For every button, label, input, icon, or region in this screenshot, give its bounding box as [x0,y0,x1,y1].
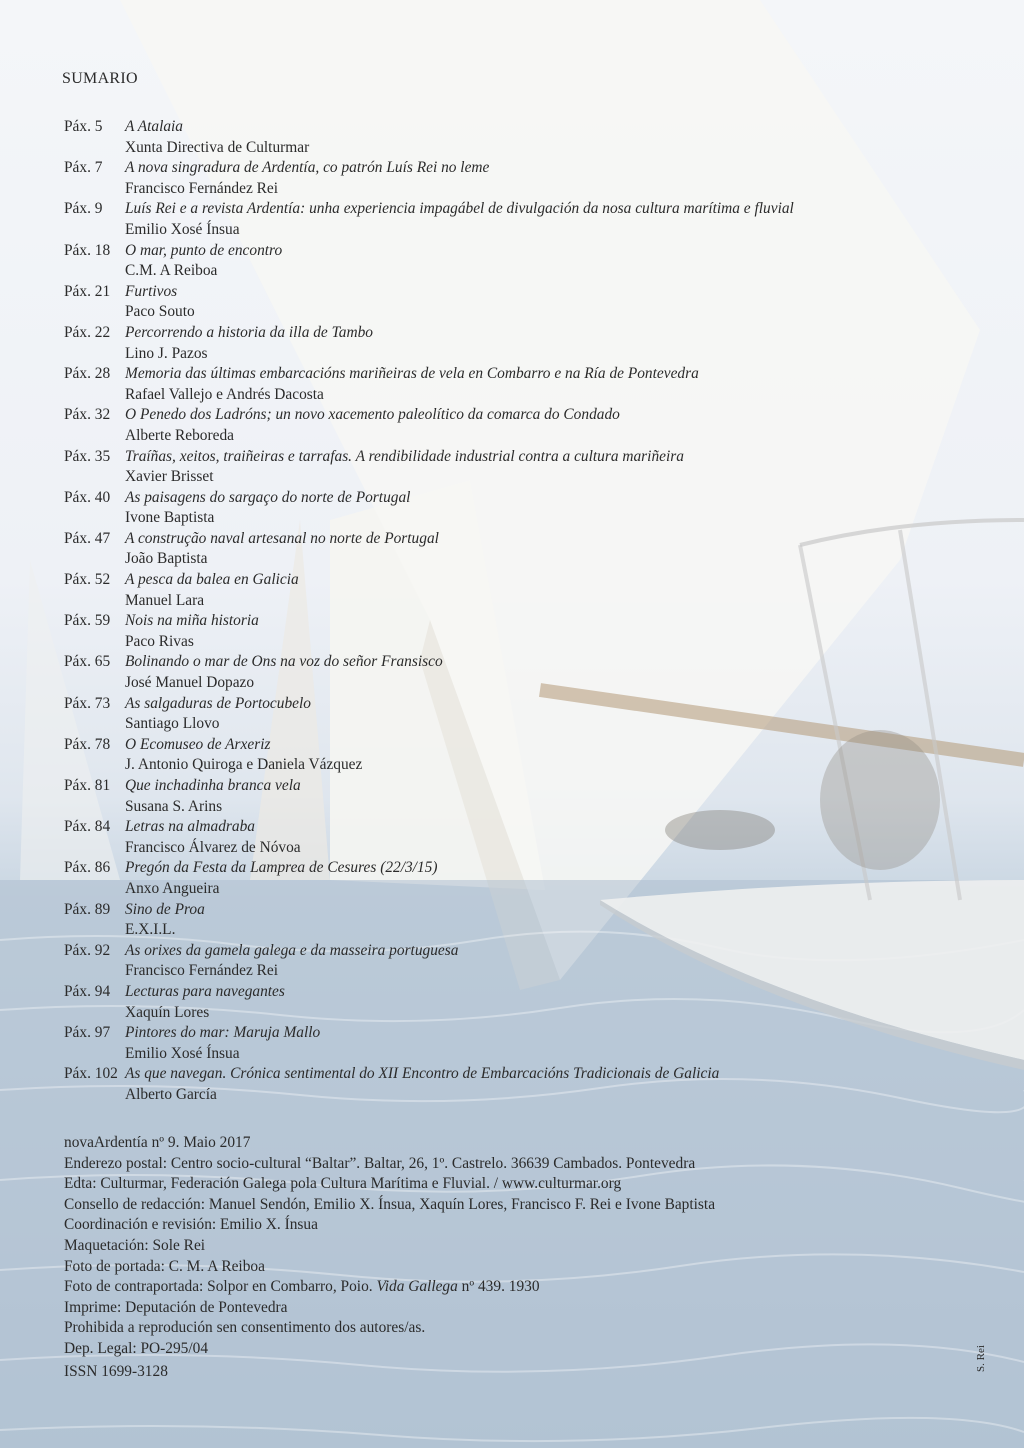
toc-entry-title-line [64,117,944,138]
toc-entry [64,694,944,735]
back-photo-suffix: nº 439. 1930 [457,1278,540,1296]
toc-entry [64,447,944,488]
toc-entry [64,282,944,323]
toc-article-title: Que inchadinha branca vela [125,777,301,794]
toc-article-author: J. Antonio Quiroga e Daniela Vázquez [125,756,363,774]
toc-article-title: As orixes da gamela galega e da masseira portuguesa [125,941,459,959]
toc-page-number: Páx. 92 [64,941,111,959]
cover-photo-credit: Foto de portada: C. M. A Reiboa [64,1257,265,1275]
toc-entry [64,117,944,158]
toc-entry-title-line [64,735,944,756]
toc-entry [64,611,944,652]
toc-article-title: A Atalaia [125,118,184,135]
table-of-contents [64,117,944,1106]
rights-notice: Prohibida a reprodución sen consentimento dos autores/as. [64,1319,426,1337]
toc-article-author: João Baptista [125,550,208,568]
toc-article-title: Lecturas para navegantes [125,982,285,1000]
toc-page-number: Páx. 52 [64,571,111,589]
toc-entry-title-line [64,776,944,797]
toc-article-author: Santiago Llovo [125,715,220,733]
toc-article-title: Nois na miña historia [125,612,259,630]
toc-article-title: Sino de Proa [125,900,205,918]
toc-entry-title-line [64,405,944,426]
toc-page-number: Páx. 18 [64,241,111,259]
toc-entry-title-line [64,323,944,344]
toc-entry [64,858,944,899]
toc-entry-title-line [64,447,944,468]
toc-entry [64,1064,944,1105]
toc-article-title: Pintores do mar: Maruja Mallo [125,1024,321,1042]
toc-article-author: Xavier Brisset [125,468,214,486]
back-photo-prefix: Foto de contraportada: Solpor en Combarro, Poio. [64,1278,377,1296]
toc-page-number: Páx. 9 [64,200,103,218]
editorial-board: Consello de redacción: Manuel Sendón, Emilio X. Ínsua, Xaquín Lores, Francisco F. Rei e Ivone Baptista [64,1195,716,1213]
toc-article-title: A construção naval artesanal no norte de Portugal [125,529,439,547]
photo-credit: S. Rei [975,1345,987,1372]
toc-article-title: Letras na almadraba [125,818,255,836]
toc-article-author: Francisco Fernández Rei [125,962,278,980]
issn: ISSN 1699-3128 [64,1362,168,1380]
toc-page-number: Páx. 94 [64,982,111,1000]
toc-entry [64,776,944,817]
toc-page-number: Páx. 102 [64,1065,118,1083]
toc-article-author: Ivone Baptista [125,509,215,527]
toc-page-number: Páx. 32 [64,406,111,424]
toc-page-number: Páx. 22 [64,323,111,341]
toc-page-number: Páx. 89 [64,900,111,918]
toc-entry [64,735,944,776]
toc-page-number: Páx. 81 [64,777,111,794]
toc-entry-title-line [64,611,944,632]
toc-article-author: Anxo Angueira [125,879,220,897]
toc-article-title: O Penedo dos Ladróns; un novo xacemento paleolítico da comarca do Condado [125,406,620,424]
toc-entry [64,158,944,199]
toc-entry-title-line [64,282,944,303]
toc-entry [64,364,944,405]
toc-entry-title-line [64,652,944,673]
toc-entry [64,405,944,446]
toc-page-number: Páx. 5 [64,118,103,135]
toc-entry [64,900,944,941]
toc-article-author: Xunta Directiva de Culturmar [125,138,310,156]
toc-entry [64,199,944,240]
toc-article-author: Paco Souto [125,303,195,321]
toc-article-author: José Manuel Dopazo [125,674,255,692]
toc-entry [64,570,944,611]
toc-article-title: As paisagens do sargaço do norte de Portugal [125,488,411,506]
toc-entry-title-line [64,199,944,220]
toc-article-title: A pesca da balea en Galicia [125,571,299,589]
toc-article-author: E.X.I.L. [125,921,176,939]
toc-article-title: Memoria das últimas embarcacións mariñeiras de vela en Combarro e na Ría de Pontevedra [125,365,699,383]
toc-entry-title-line [64,570,944,591]
toc-article-title: O mar, punto de encontro [125,241,283,259]
toc-entry-title-line [64,529,944,550]
toc-article-author: Xaquín Lores [125,1003,210,1021]
toc-entry-title-line [64,158,944,179]
colophon [64,1133,715,1382]
toc-article-title: As salgaduras de Portocubelo [125,694,311,712]
toc-entry [64,941,944,982]
toc-page-number: Páx. 28 [64,365,111,383]
toc-entry [64,982,944,1023]
toc-article-title: Pregón da Festa da Lamprea de Cesures (22/3/15) [125,859,438,877]
coordination-line: Coordinación e revisión: Emilio X. Ínsua [64,1216,318,1234]
layout-credit: Maquetación: Sole Rei [64,1236,206,1254]
toc-entry-title-line [64,241,944,262]
toc-page-number: Páx. 21 [64,282,111,300]
toc-article-author: Rafael Vallejo e Andrés Dacosta [125,385,324,403]
toc-entry [64,323,944,364]
toc-page-number: Páx. 84 [64,818,111,836]
toc-page-number: Páx. 65 [64,653,111,671]
toc-article-title: Luís Rei e a revista Ardentía: unha experiencia impagábel de divulgación da nosa cultura marítima e fluvial [125,200,794,218]
issue-line: novaArdentía nº 9. Maio 2017 [64,1134,251,1151]
back-cover-photo-credit [64,1277,715,1298]
toc-page-number: Páx. 7 [64,159,103,177]
toc-entry [64,241,944,282]
toc-article-title: Traíñas, xeitos, traiñeiras e tarrafas. A rendibilidade industrial contra a cultura mariñeira [125,447,684,465]
toc-page-number: Páx. 40 [64,488,111,506]
toc-article-author: Paco Rivas [125,632,194,650]
toc-article-author: Emilio Xosé Ínsua [125,1044,240,1062]
toc-article-author: Susana S. Arins [125,797,223,815]
toc-page-number: Páx. 59 [64,612,111,630]
toc-entry-title-line [64,1023,944,1044]
toc-entry [64,652,944,693]
toc-entry-title-line [64,364,944,385]
toc-article-author: Francisco Fernández Rei [125,179,278,197]
toc-page-number: Páx. 78 [64,735,111,753]
toc-entry [64,488,944,529]
back-photo-source: Vida Gallega [376,1278,458,1296]
toc-entry-title-line [64,488,944,509]
toc-page-number: Páx. 86 [64,859,111,877]
postal-address: Enderezo postal: Centro socio-cultural “Baltar”. Baltar, 26, 1º. Castrelo. 36639 Cambados. Pontevedra [64,1154,696,1172]
page-title: SUMARIO [62,70,138,87]
toc-entry-title-line [64,1064,944,1085]
toc-entry-title-line [64,941,944,962]
toc-article-title: Furtivos [125,282,178,300]
legal-deposit: Dep. Legal: PO-295/04 [64,1339,209,1357]
toc-article-author: Francisco Álvarez de Nóvoa [125,838,301,856]
toc-article-author: C.M. A Reiboa [125,262,218,280]
toc-entry [64,817,944,858]
publisher-line: Edta: Culturmar, Federación Galega pola Cultura Marítima e Fluvial. / www.culturmar.org [64,1175,622,1193]
toc-entry-title-line [64,817,944,838]
toc-article-title: Bolinando o mar de Ons na voz do señor Fransisco [125,653,443,671]
toc-article-title: As que navegan. Crónica sentimental do XII Encontro de Embarcacións Tradicionais de Galicia [125,1065,720,1083]
toc-entry-title-line [64,858,944,879]
toc-article-title: A nova singradura de Ardentía, co patrón Luís Rei no leme [125,159,490,177]
toc-page-number: Páx. 97 [64,1024,111,1042]
toc-entry [64,529,944,570]
toc-article-author: Manuel Lara [125,591,205,609]
toc-page-number: Páx. 73 [64,694,111,712]
toc-entry-title-line [64,982,944,1003]
toc-page-number: Páx. 35 [64,447,111,465]
toc-article-author: Lino J. Pazos [125,344,208,362]
toc-article-author: Alberto García [125,1085,217,1103]
toc-article-author: Alberte Reboreda [125,426,234,444]
printer-line: Imprime: Deputación de Pontevedra [64,1298,288,1316]
toc-page-number: Páx. 47 [64,529,111,547]
toc-entry [64,1023,944,1064]
toc-article-title: O Ecomuseo de Arxeriz [125,735,271,753]
toc-entry-title-line [64,900,944,921]
toc-article-title: Percorrendo a historia da illa de Tambo [125,323,373,341]
toc-article-author: Emilio Xosé Ínsua [125,220,240,238]
toc-entry-title-line [64,694,944,715]
